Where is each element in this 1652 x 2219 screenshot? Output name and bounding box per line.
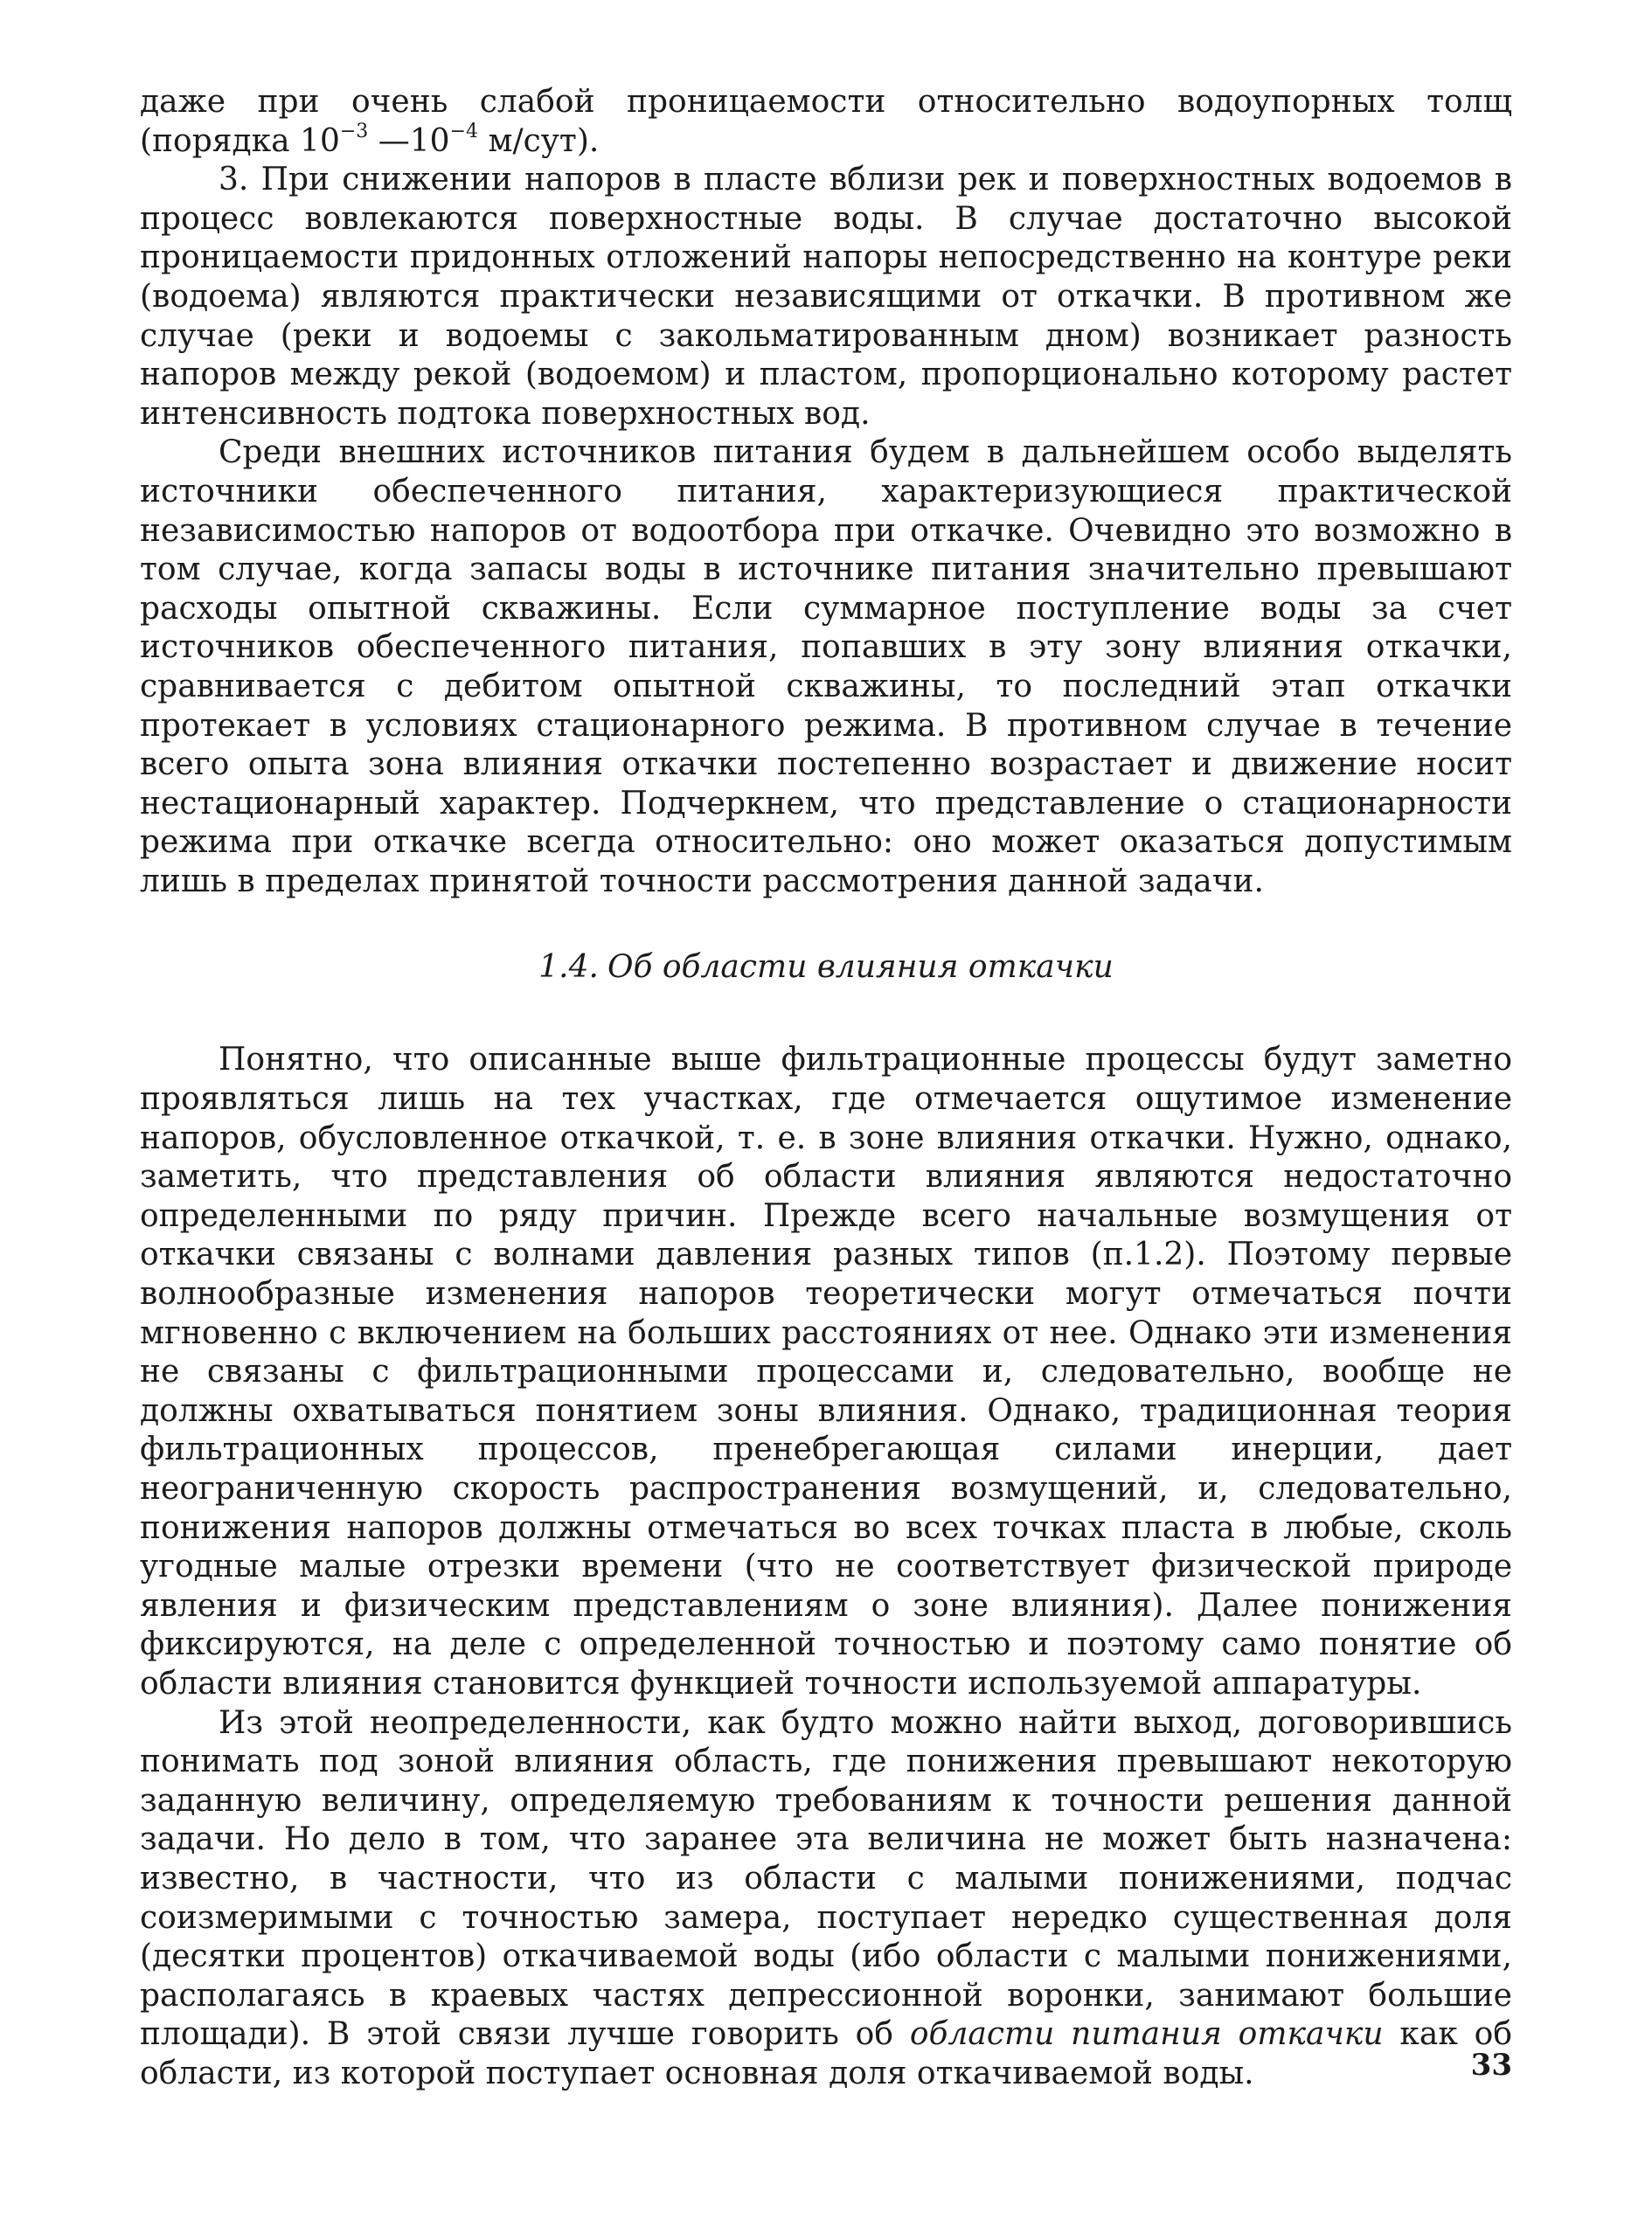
- paragraph-1-lead: даже при очень слабой проницаемости относительно водоупорных толщ (порядка 10: [140, 84, 1512, 159]
- paragraph-3: Среди внешних источников питания будем в дальнейшем особо выделять источники обеспеченного питания, характеризующиеся практической независимостью напоров от водоотбора при откачке. Очевидно это возможно в том случае, когда запасы воды в источнике питания значительно превышают расходы опытной скважины. Если суммарное поступление воды за счет источников обеспеченного питания, попавших в эту зону влияния откачки, сравнивается с дебитом опытной скважины, то последний этап откачки протекает в условиях стационарного режима. В противном случае в течение всего опыта зона влияния откачки постепенно возрастает и движение носит нестационарный характер. Подчеркнем, что представление о стационарности режима при откачке всегда относительно: оно может оказаться допустимым лишь в пределах принятой точности рассмотрения данной задачи.: [140, 434, 1512, 899]
- exponent-2: −4: [449, 120, 478, 142]
- section-title: Об области влияния откачки: [607, 949, 1114, 986]
- paragraph-5-lead: Из этой неопределенности, как будто можно найти выход, договорившись понимать под зоной влияния область, где понижения превышают некоторую заданную величину, определяемую требованиям к точности решения данной задачи. Но дело в том, что заранее эта величина не может быть назначена: известно, в частности, что из области с малыми понижениями, подчас соизмеримыми с точностью замера, поступает нередко существенная доля (десятки процентов) откачиваемой воды (ибо области с малыми понижениями, располагаясь в краевых частях депрессионной воронки, занимают большие площади). В этой связи лучше говорить об: [140, 1704, 1512, 2053]
- paragraph-1: [140, 83, 1512, 161]
- paragraph-2: 3. При снижении напоров в пласте вблизи рек и поверхностных водоемов в процесс вовлекаются поверхностные воды. В случае достаточно высокой проницаемости придонных отложений напоры непосредственно на контуре реки (водоема) являются практически независящими от откачки. В противном же случае (реки и водоемы с закольматированным дном) возникает разность напоров между рекой (водоемом) и пластом, пропорционально которому растет интенсивность подтока поверхностных вод.: [140, 162, 1512, 432]
- page-body: [140, 83, 1512, 2094]
- paragraph-4: Понятно, что описанные выше фильтрационные процессы будут заметно проявляться лишь на тех участках, где отмечается ощутимое изменение напоров, обусловленное откачкой, т. е. в зоне влияния откачки. Нужно, однако, заметить, что представления об области влияния являются недостаточно определенными по ряду причин. Прежде всего начальные возмущения от откачки связаны с волнами давления разных типов (п.1.2). Поэтому первые волнообразные изменения напоров теоретически могут отмечаться почти мгновенно с включением на больших расстояниях от нее. Однако эти изменения не связаны с фильтрационными процессами и, следовательно, вообще не должны охватываться понятием зоны влияния. Однако, традиционная теория фильтрационных процессов, пренебрегающая силами инерции, дает неограниченную скорость распространения возмущений, и, следовательно, понижения напоров должны отмечаться во всех точках пласта в любые, сколь угодные малые отрезки времени (что не соответствует физической природе явления и физическим представлениям о зоне влияния). Далее понижения фиксируются, на деле с определенной точностью и поэтому само понятие об области влияния становится функцией точности используемой аппаратуры.: [140, 1042, 1512, 1702]
- paragraph-5: [140, 1704, 1512, 2094]
- exponent-1: −3: [339, 120, 369, 142]
- paragraph-5-emphasis: области питания откачки: [909, 2016, 1384, 2053]
- paragraph-1-tail: м/сут).: [478, 122, 600, 159]
- paragraph-1-mid: —10: [368, 122, 450, 159]
- section-number: 1.4.: [538, 949, 599, 986]
- section-heading: [140, 948, 1512, 987]
- page-number: 33: [1470, 2048, 1512, 2083]
- paragraph-5-tail: как об области, из которой поступает основная доля откачиваемой воды.: [140, 2016, 1512, 2091]
